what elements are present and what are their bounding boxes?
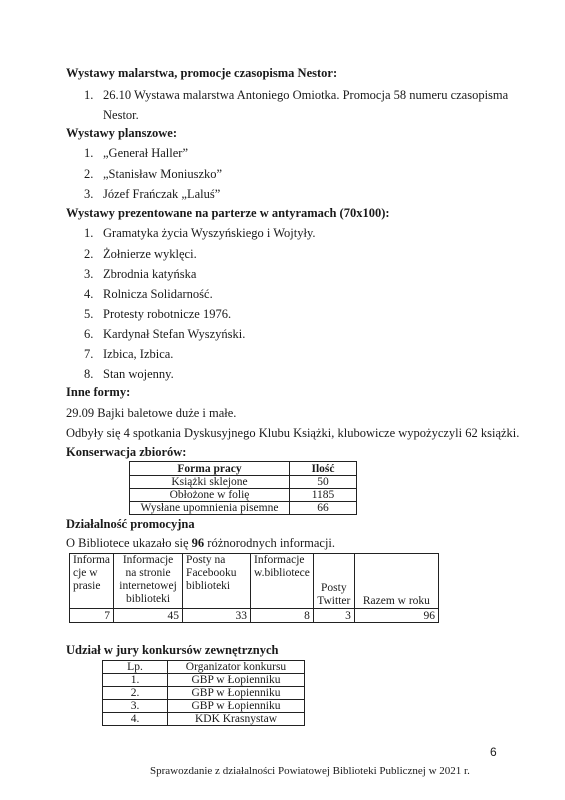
table-row	[70, 609, 439, 623]
table-cell: 4.	[103, 713, 168, 726]
heading-other: Inne formy:	[66, 385, 131, 399]
table-row	[103, 687, 305, 700]
table-cell: 45	[114, 609, 183, 623]
heading-boards: Wystawy planszowe:	[66, 126, 177, 140]
table-cell: KDK Krasnystaw	[168, 713, 305, 726]
heading-promo: Działalność promocyjna	[66, 517, 195, 531]
other-line: 29.09 Bajki baletowe duże i małe.	[66, 406, 237, 420]
table-cell: Wysłane upomnienia pisemne	[130, 502, 290, 515]
list-number: 5.	[84, 307, 94, 321]
antyramy-item: Zbrodnia katyńska	[103, 267, 197, 281]
heading-jury: Udział w jury konkursów zewnętrznych	[66, 643, 279, 657]
table-cell: 33	[183, 609, 251, 623]
table-cell: 96	[354, 609, 438, 623]
table-row	[130, 502, 357, 515]
table-cell: 66	[290, 502, 357, 515]
table-row	[103, 713, 305, 726]
table-cell: 1.	[103, 674, 168, 687]
promo-text-after: różnorodnych informacji.	[204, 536, 336, 550]
list-number: 6.	[84, 327, 94, 341]
table-cell: 8	[251, 609, 314, 623]
heading-painting: Wystawy malarstwa, promocje czasopisma Nestor:	[66, 66, 338, 80]
list-number: 1.	[84, 88, 94, 102]
table-cell: Książki sklejone	[130, 476, 290, 489]
table-header: Razem w roku	[354, 554, 438, 609]
table-cell: 3	[313, 609, 354, 623]
table-header: Organizator konkursu	[168, 661, 305, 674]
list-number: 1.	[84, 226, 94, 240]
promo-count: 96	[191, 536, 205, 550]
promo-table	[69, 553, 439, 623]
table-cell: 3.	[103, 700, 168, 713]
list-number: 1.	[84, 146, 94, 160]
table-row	[103, 700, 305, 713]
table-header: Lp.	[103, 661, 168, 674]
table-cell: GBP w Łopienniku	[168, 674, 305, 687]
other-line: Odbyły się 4 spotkania Dyskusyjnego Klubu Książki, klubowicze wypożyczyli 62 książki.	[66, 426, 520, 440]
board-item: „Generał Haller”	[103, 146, 189, 160]
promo-summary	[66, 536, 335, 551]
jury-table	[102, 660, 305, 726]
table-header: Informacje na stronie internetowej biblioteki	[114, 554, 183, 609]
board-item: „Stanisław Moniuszko”	[103, 167, 223, 181]
board-item: Józef Frańczak „Laluś”	[103, 187, 221, 201]
page-number: 6	[490, 745, 497, 759]
promo-text-before: O Bibliotece ukazało się	[66, 536, 192, 550]
table-cell: Obłożone w folię	[130, 489, 290, 502]
table-cell: 50	[290, 476, 357, 489]
list-number: 7.	[84, 347, 94, 361]
antyramy-item: Izbica, Izbica.	[103, 347, 174, 361]
table-cell: GBP w Łopienniku	[168, 687, 305, 700]
table-row	[130, 489, 357, 502]
table-cell: 2.	[103, 687, 168, 700]
table-cell: GBP w Łopienniku	[168, 700, 305, 713]
table-row	[130, 476, 357, 489]
list-number: 3.	[84, 267, 94, 281]
antyramy-item: Stan wojenny.	[103, 367, 174, 381]
page-footer: Sprawozdanie z działalności Powiatowej Biblioteki Publicznej w 2021 r.	[150, 765, 470, 777]
table-header: Posty na Facebooku biblioteki	[183, 554, 251, 609]
conservation-table	[129, 461, 357, 515]
heading-antyramy: Wystawy prezentowane na parterze w antyramach (70x100):	[66, 206, 390, 220]
table-header: Informa cje w prasie	[70, 554, 114, 609]
antyramy-item: Protesty robotnicze 1976.	[103, 307, 232, 321]
painting-item-line1: 26.10 Wystawa malarstwa Antoniego Omiotka. Promocja 58 numeru czasopisma	[103, 88, 509, 102]
list-number: 4.	[84, 287, 94, 301]
table-header: Informacje w.bibliotece	[251, 554, 314, 609]
table-cell: 1185	[290, 489, 357, 502]
list-number: 8.	[84, 367, 94, 381]
antyramy-item: Żołnierze wyklęci.	[103, 247, 197, 261]
table-header: Ilość	[290, 462, 357, 476]
antyramy-item: Rolnicza Solidarność.	[103, 287, 213, 301]
list-number: 3.	[84, 187, 94, 201]
table-cell: 7	[70, 609, 114, 623]
heading-conservation: Konserwacja zbiorów:	[66, 445, 187, 459]
painting-item-line2: Nestor.	[103, 108, 139, 122]
list-number: 2.	[84, 167, 94, 181]
table-row	[103, 674, 305, 687]
list-number: 2.	[84, 247, 94, 261]
antyramy-item: Gramatyka życia Wyszyńskiego i Wojtyły.	[103, 226, 316, 240]
table-header: Forma pracy	[130, 462, 290, 476]
antyramy-item: Kardynał Stefan Wyszyński.	[103, 327, 246, 341]
table-header: Posty Twitter	[313, 554, 354, 609]
